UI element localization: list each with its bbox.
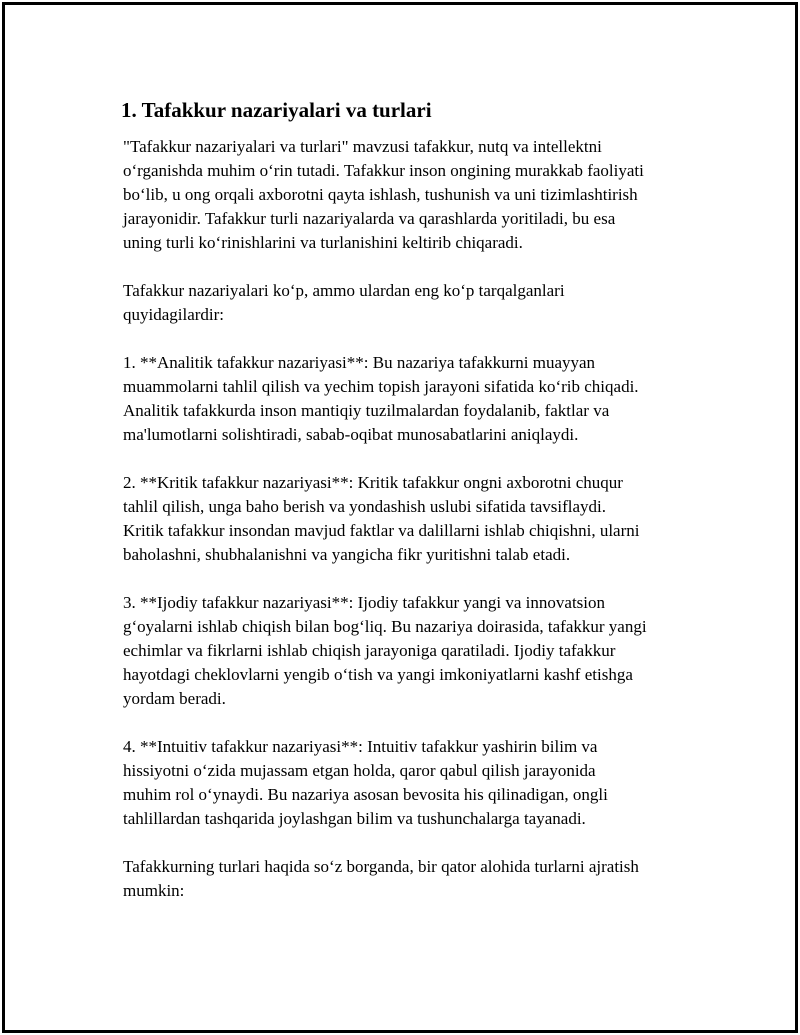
paragraph-critical-theory: 2. **Kritik tafakkur nazariyasi**: Kritik tafakkur ongni axborotni chuqur tahlil qilish, unga baho berish va yondashish uslubi sifatida tavsiflaydi. Kritik tafakkur insondan mavjud faktlar va dalillarni ishlab chiqishni, ularni baholashni, shubhalanishni va yangicha fikr yuritishni talab etadi. <box>123 473 640 564</box>
paragraph-intuitive-theory: 4. **Intuitiv tafakkur nazariyasi**: Intuitiv tafakkur yashirin bilim va hissiyotni o‘zida mujassam etgan holda, qaror qabul qilish jarayonida muhim rol o‘ynaydi. Bu nazariya asosan bevosita his qilinadigan, ongli tahlillardan tashqarida joylashgan bilim va tushunchalarga tayanadi. <box>123 737 608 828</box>
document-body <box>118 97 698 927</box>
document-title: 1. Tafakkur nazariyalari va turlari <box>121 98 432 122</box>
paragraph-types-lead: Tafakkurning turlari haqida so‘z borganda, bir qator alohida turlarni ajratish mumkin: <box>123 857 639 900</box>
paragraph-intro: "Tafakkur nazariyalari va turlari" mavzusi tafakkur, nutq va intellektni o‘rganishda muhim o‘rin tutadi. Tafakkur inson ongining murakkab faoliyati bo‘lib, u ong orqali axborotni qayta ishlash, tushunish va uni tizimlashtirish jarayonidir. Tafakkur turli nazariyalarda va qarashlarda yoritiladi, bu esa uning turli ko‘rinishlarini va turlanishini keltirib chiqaradi. <box>123 137 644 252</box>
paragraph-analytic-theory: 1. **Analitik tafakkur nazariyasi**: Bu nazariya tafakkurni muayyan muammolarni tahlil qilish va yechim topish jarayoni sifatida ko‘rib chiqadi. Analitik tafakkurda inson mantiqiy tuzilmalardan foydalanib, faktlar va ma'lumotlarni solishtiradi, sabab-oqibat munosabatlarini aniqlaydi. <box>123 353 639 444</box>
page-frame <box>2 2 798 1033</box>
paragraph-theories-lead: Tafakkur nazariyalari ko‘p, ammo ulardan eng ko‘p tarqalganlari quyidagilardir: <box>123 281 565 324</box>
paragraph-creative-theory: 3. **Ijodiy tafakkur nazariyasi**: Ijodiy tafakkur yangi va innovatsion g‘oyalarni ishlab chiqish bilan bog‘liq. Bu nazariya doirasida, tafakkur yangi echimlar va fikrlarni ishlab chiqish jarayoniga qaratiladi. Ijodiy tafakkur hayotdagi cheklovlarni yengib o‘tish va yangi imkoniyatlarni kashf etishga yordam beradi. <box>123 593 647 708</box>
